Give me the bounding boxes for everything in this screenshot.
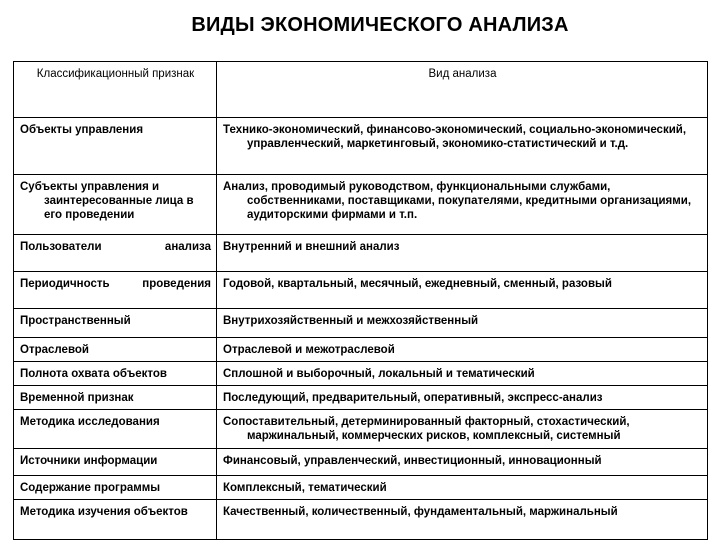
- feature-cell: Временной признак: [14, 386, 217, 410]
- header-classification: Классификационный признак: [14, 62, 217, 118]
- table-row: [14, 118, 708, 175]
- table-row: [14, 500, 708, 540]
- types-cell: Финансовый, управленческий, инвестиционный, инновационный: [217, 449, 708, 476]
- feature-cell: Периодичность проведения: [14, 272, 217, 309]
- table-row: [14, 476, 708, 500]
- feature-cell: Методика исследования: [14, 410, 217, 449]
- table-row: [14, 362, 708, 386]
- table-header-row: [14, 62, 708, 118]
- types-cell: Технико-экономический, финансово-экономический, социально-экономический, управленческий, маркетинговый, экономико-статистический и т.д.: [217, 118, 708, 175]
- types-cell: Отраслевой и межотраслевой: [217, 338, 708, 362]
- feature-cell: Пространственный: [14, 309, 217, 338]
- table-row: [14, 235, 708, 272]
- feature-cell: Методика изучения объектов: [14, 500, 217, 540]
- table-row: [14, 175, 708, 235]
- types-cell: Внутренний и внешний анализ: [217, 235, 708, 272]
- page-title: ВИДЫ ЭКОНОМИЧЕСКОГО АНАЛИЗА: [191, 14, 569, 36]
- feature-cell: Отраслевой: [14, 338, 217, 362]
- types-cell: Комплексный, тематический: [217, 476, 708, 500]
- types-cell: Внутрихозяйственный и межхозяйственный: [217, 309, 708, 338]
- feature-cell: Пользователи анализа: [14, 235, 217, 272]
- table-row: [14, 410, 708, 449]
- table-row: [14, 309, 708, 338]
- feature-cell: Полнота охвата объектов: [14, 362, 217, 386]
- types-cell: Последующий, предварительный, оперативный, экспресс-анализ: [217, 386, 708, 410]
- header-analysis-type: Вид анализа: [217, 62, 708, 118]
- types-cell: Сопоставительный, детерминированный факторный, стохастический, маржинальный, коммерческих рисков, комплексный, системный: [217, 410, 708, 449]
- table-row: [14, 449, 708, 476]
- feature-cell: Содержание программы: [14, 476, 217, 500]
- feature-cell: Субъекты управления и заинтересованные лица в его проведении: [14, 175, 217, 235]
- analysis-types-table: [13, 61, 708, 540]
- types-cell: Анализ, проводимый руководством, функциональными службами, собственниками, поставщиками, покупателями, кредитными организациями, аудиторскими фирмами и т.п.: [217, 175, 708, 235]
- table-row: [14, 386, 708, 410]
- feature-cell: Объекты управления: [14, 118, 217, 175]
- types-cell: Годовой, квартальный, месячный, ежедневный, сменный, разовый: [217, 272, 708, 309]
- table-row: [14, 338, 708, 362]
- feature-cell: Источники информации: [14, 449, 217, 476]
- table-row: [14, 272, 708, 309]
- types-cell: Качественный, количественный, фундаментальный, маржинальный: [217, 500, 708, 540]
- types-cell: Сплошной и выборочный, локальный и тематический: [217, 362, 708, 386]
